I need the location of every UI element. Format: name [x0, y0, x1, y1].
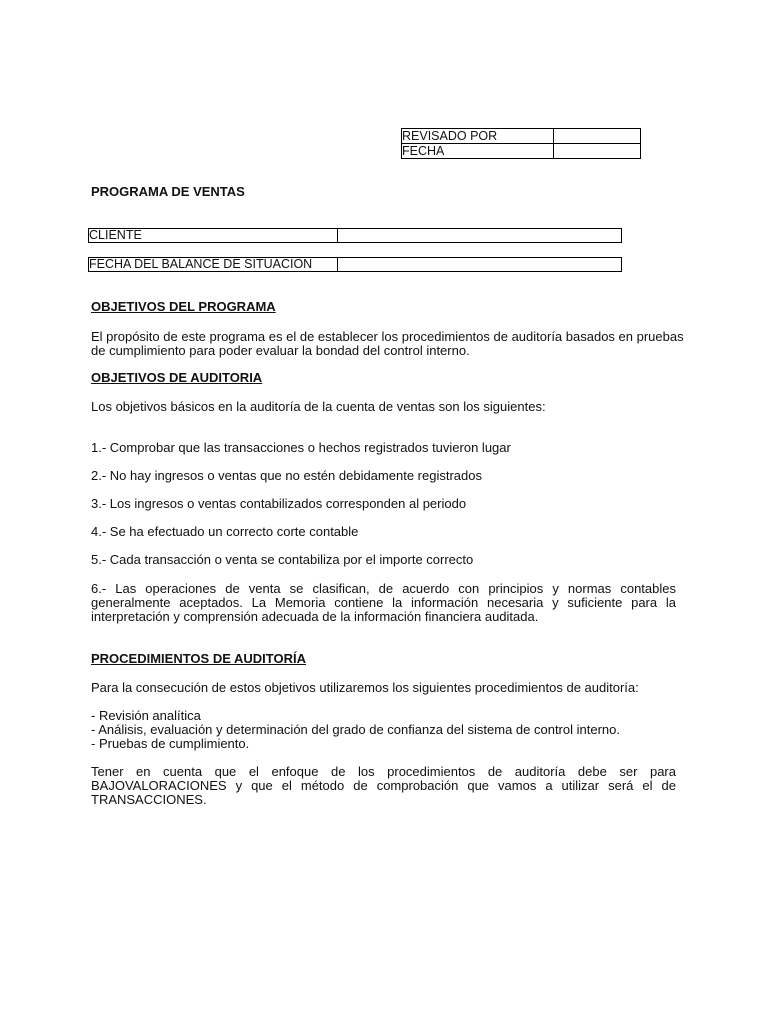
review-row-revisado [402, 129, 641, 144]
fecha-balance-label: FECHA DEL BALANCE DE SITUACION [89, 258, 338, 272]
objetivos-auditoria-intro: Los objetivos básicos en la auditoría de la cuenta de ventas son los siguientes: [91, 399, 546, 414]
objetivos-programa-line-2: de cumplimiento para poder evaluar la bondad del control interno. [91, 343, 470, 358]
fecha-balance-value [338, 258, 622, 272]
objetivos-auditoria-heading: OBJETIVOS DE AUDITORIA [91, 370, 263, 385]
review-row-fecha [402, 144, 641, 159]
procedimiento-bullet-2: - Análisis, evaluación y determinación del grado de confianza del sistema de control interno. [91, 722, 620, 737]
procedimiento-bullet-1: - Revisión analítica [91, 708, 201, 723]
revisado-por-value [554, 129, 641, 144]
fecha-value [554, 144, 641, 159]
fecha-label: FECHA [402, 144, 554, 159]
review-table [401, 128, 641, 159]
objetivo-item-3: 3.- Los ingresos o ventas contabilizados corresponden al periodo [91, 496, 467, 511]
objetivo-item-6: 6.- Las operaciones de venta se clasifican, de acuerdo con principios y normas contables generalmente aceptados. La Memoria contiene la información necesaria y suficiente para la interpretación y comprensión adecuada de la información financiera auditada. [91, 581, 676, 624]
procedimientos-closing: Tener en cuenta que el enfoque de los procedimientos de auditoría debe ser para BAJOVALORACIONES y que el método de comprobación que vamos a utilizar será el de TRANSACCIONES. [91, 764, 676, 807]
cliente-label: CLIENTE [89, 229, 338, 243]
objetivo-item-2: 2.- No hay ingresos o ventas que no estén debidamente registrados [91, 468, 482, 483]
page-title: PROGRAMA DE VENTAS [91, 184, 245, 199]
objetivo-item-4: 4.- Se ha efectuado un correcto corte contable [91, 524, 359, 539]
objetivos-programa-heading: OBJETIVOS DEL PROGRAMA [91, 299, 276, 314]
procedimiento-bullet-3: - Pruebas de cumplimiento. [91, 736, 250, 751]
objetivos-programa-line-1: El propósito de este programa es el de establecer los procedimientos de auditoría basados en pruebas [91, 329, 684, 344]
procedimientos-heading: PROCEDIMIENTOS DE AUDITORÍA [91, 651, 307, 666]
revisado-por-label: REVISADO POR [402, 129, 554, 144]
procedimientos-intro: Para la consecución de estos objetivos utilizaremos los siguientes procedimientos de auditoría: [91, 680, 639, 695]
fecha-balance-table [88, 257, 622, 272]
objetivo-item-5: 5.- Cada transacción o venta se contabiliza por el importe correcto [91, 552, 474, 567]
cliente-table [88, 228, 622, 243]
objetivo-item-1: 1.- Comprobar que las transacciones o hechos registrados tuvieron lugar [91, 440, 511, 455]
cliente-value [338, 229, 622, 243]
